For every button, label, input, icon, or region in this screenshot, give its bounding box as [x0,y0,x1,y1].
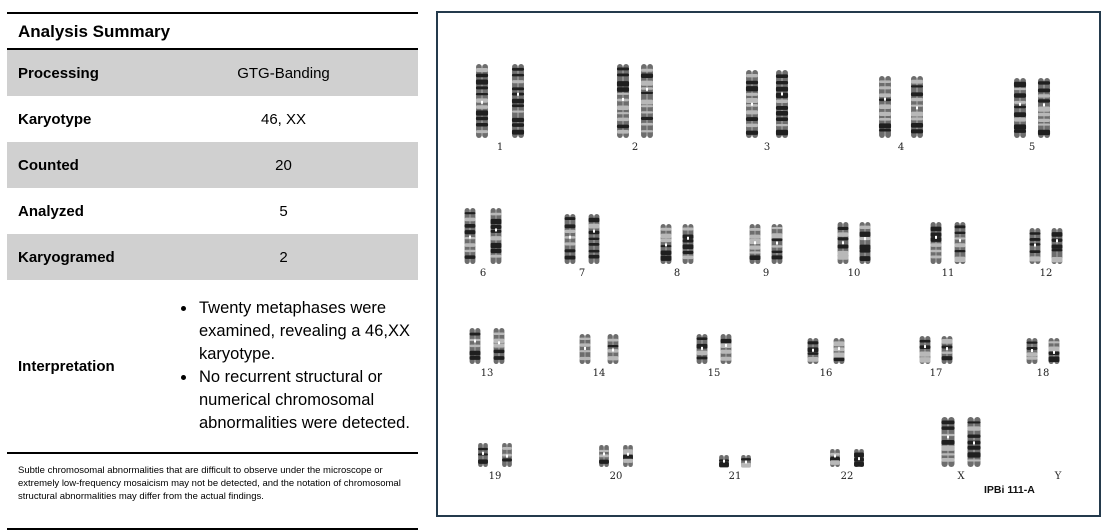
chromosome [830,449,840,467]
chromosome [1049,338,1060,364]
chromosome-label: 20 [609,471,623,482]
row-label: Karyotype [18,110,92,128]
chromosome-label: 15 [707,368,721,379]
chromosome-pair-17 [920,336,953,364]
chromosome [721,334,732,364]
chromosome-pair-18 [1027,338,1060,364]
chromosome [854,449,864,467]
row-label: Interpretation [18,357,115,375]
chromosome-label: 6 [479,268,487,279]
chromosome [476,64,488,138]
chromosome-label: 7 [578,268,586,279]
chromosome-pair-15 [697,334,732,364]
chromosome-pair-1 [476,64,524,138]
chromosome [776,70,788,138]
chromosome-label: Y [1054,471,1062,482]
chromosome [661,224,672,264]
row-value: 46, XX [260,110,307,128]
chromosome-pair-13 [470,328,505,364]
chromosome-label: 5 [1028,142,1036,153]
interpretation-bullet: • Twenty metaphases were examined, revealing a 46,XX karyotype. [197,297,418,366]
chromosome-label: 17 [929,368,943,379]
chromosome [879,76,891,138]
chromosome [838,222,849,264]
chromosome-pair-5 [1014,78,1050,138]
chromosome [1014,78,1026,138]
chromosome-pair-14 [580,334,619,364]
chromosome [589,214,600,264]
karyogram-figure [438,13,1099,515]
chromosome [697,334,708,364]
chromosome [512,64,524,138]
chromosome-label: 2 [631,142,639,153]
chromosome-label: 10 [847,268,861,279]
chromosome-pair-21 [719,455,751,468]
chromosome [967,417,980,467]
chromosome-label: 21 [728,471,742,482]
interpretation-list [169,297,418,435]
row-label: Karyogramed [18,248,115,266]
chromosome-pair-2 [617,64,653,138]
row-counted [7,142,418,188]
karyogram-image [436,11,1101,517]
chromosome [1027,338,1038,364]
chromosome [911,76,923,138]
row-label: Processing [18,64,99,82]
chromosome-pair-11 [931,222,966,264]
chromosome [608,334,619,364]
chromosome-label: 8 [673,268,681,279]
row-label: Analyzed [18,202,84,220]
analysis-summary-table [7,12,418,530]
chromosome-pair-20 [599,445,633,467]
chromosome-pair-X [941,417,980,467]
chromosome [808,338,819,364]
chromosome-label: 16 [819,368,833,379]
disclaimer-note: Subtle chromosomal abnormalities that are difficult to observe under the microscope or extremely low-frequency mosaicism may not be detected, and the notation of chromosomal structural abnormalities may differ from the actual findings. [18,465,401,502]
chromosome-pair-6 [465,208,502,264]
chromosome-pair-7 [565,214,600,264]
chromosome-pair-16 [808,338,845,364]
chromosome [470,328,481,364]
chromosome [942,336,953,364]
chromosome [683,224,694,264]
chromosome-label: 3 [763,142,771,153]
chromosome [719,455,729,467]
chromosome [860,222,871,264]
chromosome [955,222,966,264]
chromosome-pair-10 [838,222,871,264]
cell-line-id: IPBi 111-A [984,484,1035,496]
chromosome-pair-4 [879,76,923,138]
row-analyzed [7,188,418,234]
chromosome-label: X [957,471,965,482]
chromosome-pair-19 [478,443,512,467]
chromosome-label: 9 [762,268,770,279]
chromosome [1030,228,1041,264]
row-label: Counted [18,156,79,174]
chromosome-label: 12 [1039,268,1053,279]
chromosome-label: 18 [1036,368,1050,379]
chromosome [641,64,653,138]
row-value: 20 [275,156,292,174]
chromosome [565,214,576,264]
chromosome [750,224,761,264]
chromosome [741,455,751,468]
chromosome [465,208,476,264]
chromosome-pair-9 [750,224,783,264]
chromosome-label: 11 [941,268,955,279]
chromosome [623,445,633,467]
chromosome [494,328,505,364]
chromosome [1052,228,1063,264]
row-processing [7,50,418,96]
chromosome-label: 1 [496,142,504,153]
chromosome [580,334,591,364]
chromosome-label: 13 [480,368,494,379]
row-karyogramed [7,234,418,280]
chromosome-label: 19 [488,471,502,482]
row-value: 5 [279,202,288,220]
chromosome [920,336,931,364]
chromosome-pair-3 [746,70,788,138]
row-karyotype [7,96,418,142]
interpretation-bullet: • No recurrent structural or numerical chromosomal abnormalities were detected. [197,366,418,435]
chromosome [1038,78,1050,138]
chromosome-label: 4 [897,142,905,153]
chromosome-label: 14 [592,368,606,379]
chromosome [746,70,758,138]
chromosome [502,443,512,467]
chromosome-label: 22 [840,471,854,482]
chromosome-pair-22 [830,449,864,467]
chromosome [599,445,609,467]
row-interpretation [7,280,418,454]
chromosome [834,338,845,364]
chromosome-pair-8 [661,224,694,264]
summary-title: Analysis Summary [7,14,418,50]
chromosome [617,64,629,138]
row-value: GTG-Banding [237,64,330,82]
chromosome-pair-12 [1030,228,1063,264]
row-value: 2 [279,248,288,266]
chromosome [941,417,954,467]
chromosome [931,222,942,264]
chromosome [478,443,488,467]
chromosome [491,208,502,264]
chromosome [772,224,783,264]
